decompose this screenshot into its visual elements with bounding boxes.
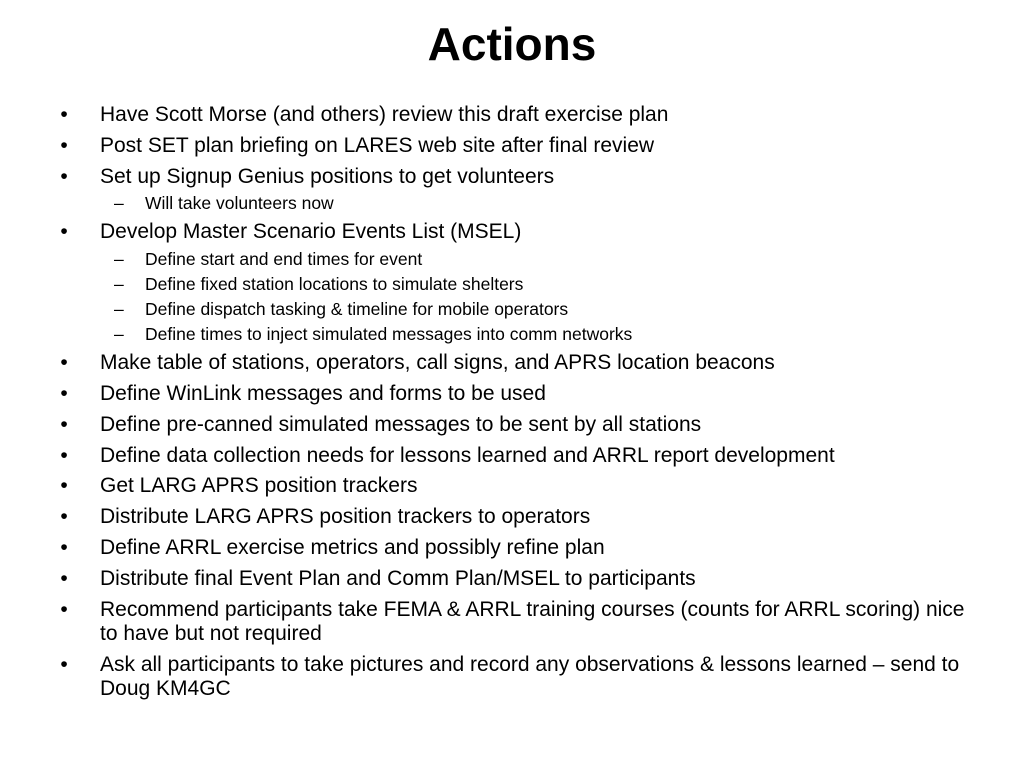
marker-glyph: –	[114, 193, 124, 214]
marker-glyph: •	[60, 443, 68, 467]
bullet-text: Define dispatch tasking & timeline for mobile operators	[145, 298, 569, 319]
bullet-marker	[58, 444, 100, 469]
marker-glyph: •	[60, 412, 68, 436]
bullet-marker	[58, 103, 100, 128]
bullet-item	[58, 598, 968, 647]
marker-glyph: •	[60, 133, 68, 157]
bullet-marker	[58, 220, 100, 245]
bullet-text: Define data collection needs for lessons learned and ARRL report development	[100, 443, 835, 467]
bullet-item	[58, 505, 968, 530]
slide-title: Actions	[427, 18, 597, 70]
bullet-item	[58, 220, 968, 245]
dash-marker	[114, 299, 145, 320]
bullet-item	[58, 413, 968, 438]
bullet-text: Develop Master Scenario Events List (MSEL)	[100, 220, 522, 244]
dash-marker	[114, 274, 145, 295]
bullet-text: Have Scott Morse (and others) review this draft exercise plan	[100, 103, 669, 126]
marker-glyph: •	[60, 535, 68, 559]
dash-marker	[114, 193, 145, 214]
marker-glyph: •	[60, 381, 68, 405]
bullet-item	[58, 444, 968, 469]
sub-bullet-item	[58, 324, 968, 345]
bullet-text: Define WinLink messages and forms to be used	[100, 381, 546, 405]
bullet-marker	[58, 505, 100, 530]
bullet-item	[58, 474, 968, 499]
sub-bullet-item	[58, 193, 968, 214]
marker-glyph: •	[60, 566, 68, 590]
marker-glyph: •	[60, 164, 68, 188]
bullet-item	[58, 382, 968, 407]
bullet-marker	[58, 134, 100, 159]
sub-bullet-item	[58, 274, 968, 295]
dash-marker	[114, 324, 145, 345]
bullet-text: Make table of stations, operators, call signs, and APRS location beacons	[100, 351, 775, 375]
bullet-marker	[58, 598, 100, 647]
bullet-item	[58, 653, 968, 702]
bullet-item	[58, 536, 968, 561]
marker-glyph: •	[60, 505, 68, 529]
bullet-item	[58, 567, 968, 592]
sub-bullet-item	[58, 249, 968, 270]
bullet-marker	[58, 653, 100, 702]
bullet-item	[58, 103, 968, 128]
marker-glyph: –	[114, 323, 124, 344]
bullet-text: Set up Signup Genius positions to get volunteers	[100, 164, 555, 188]
bullet-text: Define fixed station locations to simulate shelters	[145, 273, 524, 294]
bullet-marker	[58, 382, 100, 407]
bullet-text: Define times to inject simulated messages into comm networks	[145, 323, 633, 344]
dash-marker	[114, 249, 145, 270]
marker-glyph: –	[114, 273, 124, 294]
bullet-marker	[58, 474, 100, 499]
bullet-text: Define start and end times for event	[145, 248, 423, 269]
marker-glyph: •	[60, 597, 68, 621]
bullet-marker	[58, 413, 100, 438]
bullet-marker	[58, 165, 100, 190]
marker-glyph: •	[60, 351, 68, 375]
marker-glyph: •	[60, 652, 68, 676]
bullet-marker	[58, 351, 100, 376]
bullet-text: Define pre-canned simulated messages to be sent by all stations	[100, 412, 702, 436]
bullet-text: Post SET plan briefing on LARES web site after final review	[100, 133, 655, 157]
marker-glyph: –	[114, 298, 124, 319]
bullet-marker	[58, 567, 100, 592]
bullet-item	[58, 351, 968, 376]
bullet-text: Define ARRL exercise metrics and possibly refine plan	[100, 535, 605, 559]
bullet-list	[58, 103, 968, 702]
marker-glyph: •	[60, 474, 68, 498]
bullet-marker	[58, 536, 100, 561]
sub-bullet-item	[58, 299, 968, 320]
bullet-text: Get LARG APRS position trackers	[100, 474, 418, 498]
marker-glyph: •	[60, 220, 68, 244]
bullet-text: Distribute LARG APRS position trackers to operators	[100, 505, 591, 529]
bullet-text: Will take volunteers now	[145, 193, 334, 214]
bullet-text: Ask all participants to take pictures and record any observations & lessons learned – send to Doug KM4GC	[100, 652, 960, 701]
marker-glyph: •	[60, 103, 68, 126]
bullet-text: Recommend participants take FEMA & ARRL training courses (counts for ARRL scoring) nice to have but not required	[100, 597, 965, 646]
bullet-text: Distribute final Event Plan and Comm Plan/MSEL to participants	[100, 566, 696, 590]
marker-glyph: –	[114, 248, 124, 269]
bullet-item	[58, 134, 968, 159]
bullet-item	[58, 165, 968, 190]
